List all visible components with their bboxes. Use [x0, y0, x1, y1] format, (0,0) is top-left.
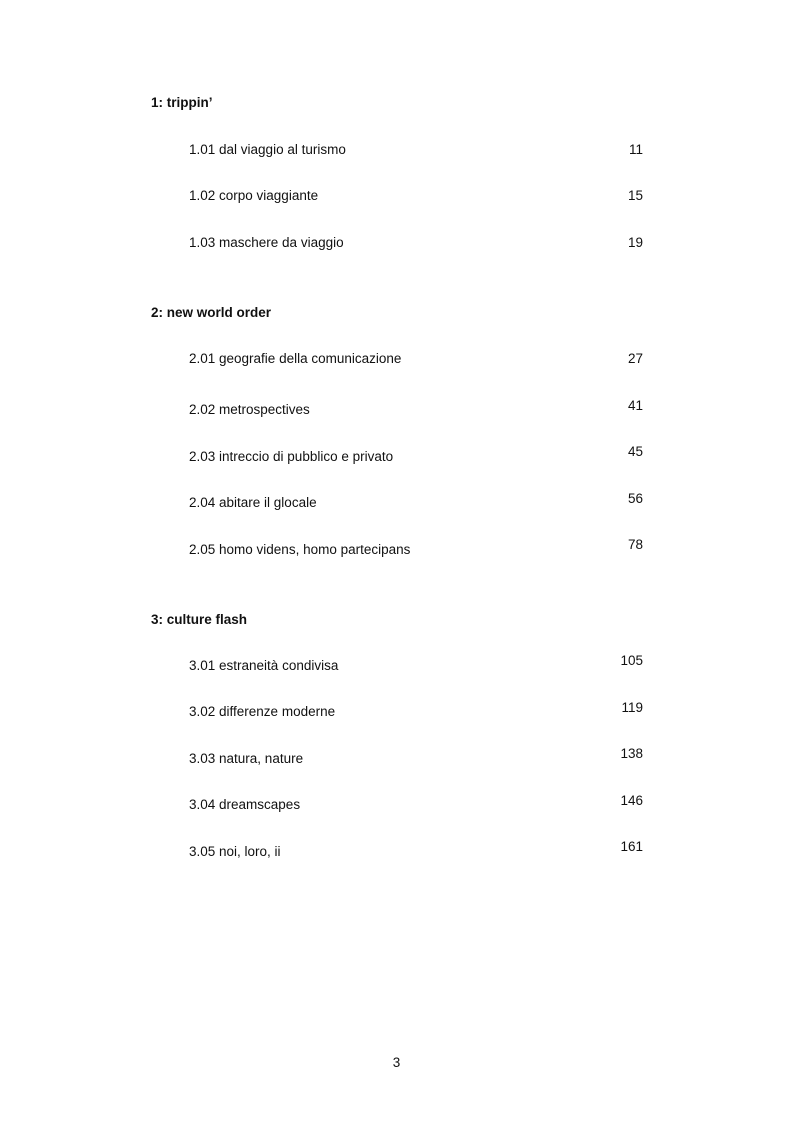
toc-entry-1-01	[189, 142, 643, 158]
toc-entry-label: 1.03 maschere da viaggio	[189, 235, 344, 250]
toc-entry-label: 3.01 estraneità condivisa	[189, 658, 339, 673]
toc-entry-2-01	[189, 351, 643, 367]
toc-entry-label: 2.05 homo videns, homo partecipans	[189, 542, 411, 557]
section-heading-2: 2: new world order	[151, 305, 272, 320]
toc-entry-3-01	[189, 653, 643, 674]
toc-entry-2-03	[189, 444, 643, 465]
toc-entry-label: 3.02 differenze moderne	[189, 704, 336, 719]
toc-entry-3-03	[189, 746, 643, 767]
toc-entry-label: 3.05 noi, loro, ii	[189, 844, 281, 859]
section-heading-1: 1: trippin’	[151, 95, 213, 110]
page-number: 3	[392, 1055, 401, 1070]
toc-entry-3-05	[189, 839, 643, 860]
toc-entry-page: 19	[627, 235, 643, 250]
toc-entry-label: 2.04 abitare il glocale	[189, 495, 317, 510]
toc-entry-page: 161	[620, 839, 643, 854]
toc-entry-1-03	[189, 235, 643, 251]
toc-entry-3-04	[189, 793, 643, 813]
toc-entry-page: 146	[620, 793, 643, 808]
toc-entry-label: 2.01 geografie della comunicazione	[189, 351, 402, 366]
toc-entry-page: 41	[627, 398, 643, 413]
toc-entry-label: 2.03 intreccio di pubblico e privato	[189, 449, 394, 464]
toc-entry-label: 2.02 metrospectives	[189, 402, 310, 417]
toc-entry-label: 3.04 dreamscapes	[189, 797, 301, 812]
toc-entry-page: 119	[621, 700, 643, 715]
toc-entry-page: 15	[627, 188, 643, 203]
toc-entry-1-02	[189, 188, 643, 204]
toc-entry-label: 3.03 natura, nature	[189, 751, 304, 766]
toc-entry-2-04	[189, 491, 643, 511]
toc-entry-label: 1.02 corpo viaggiante	[189, 188, 319, 203]
toc-entry-page: 56	[627, 491, 643, 506]
section-heading-3: 3: culture flash	[151, 612, 248, 627]
toc-entry-page: 27	[627, 351, 643, 366]
toc-entry-2-05	[189, 537, 643, 558]
toc-entry-3-02	[189, 700, 643, 720]
toc-entry-label: 1.01 dal viaggio al turismo	[189, 142, 346, 157]
toc-entry-page: 138	[620, 746, 643, 761]
toc-entry-page: 45	[627, 444, 643, 459]
toc-entry-page: 11	[628, 142, 643, 157]
toc-entry-2-02	[189, 398, 643, 418]
toc-entry-page: 78	[627, 537, 643, 552]
toc-entry-page: 105	[620, 653, 643, 668]
